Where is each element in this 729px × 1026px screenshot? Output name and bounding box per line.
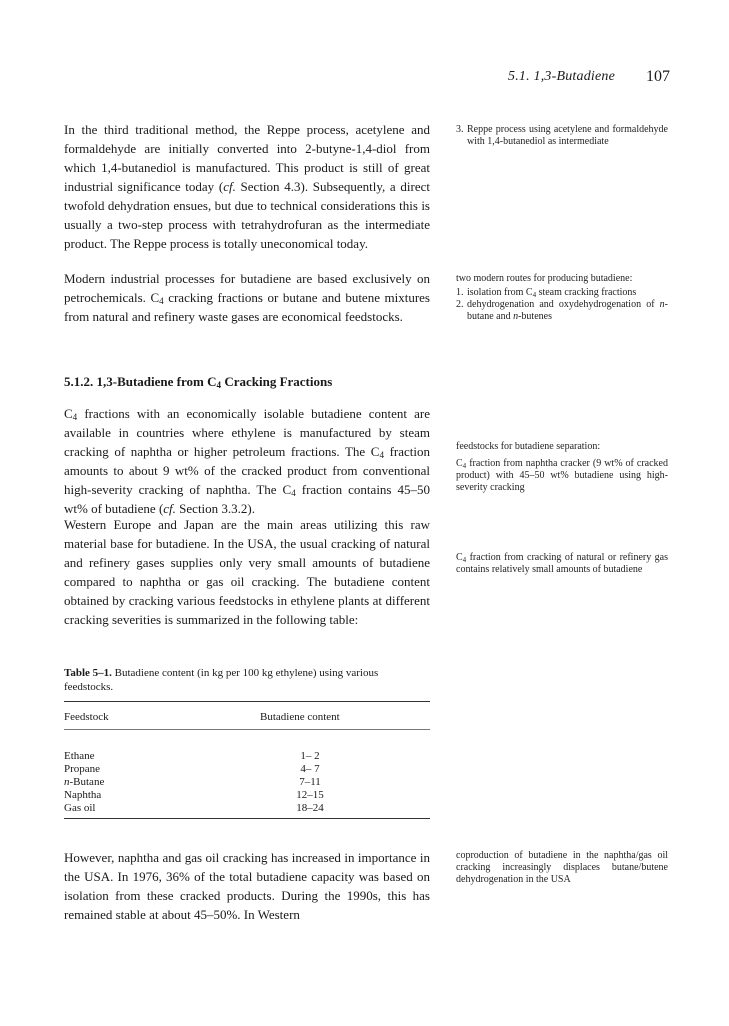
sidenote-list-item: 2. dehydrogenation and oxydehydrogenation of n-butane and n-butenes (456, 299, 668, 322)
paragraph-western-europe: Western Europe and Japan are the main areas utilizing this raw material base for butadiene. In the USA, the usual cracking of natural and refinery gases supplies only very small amounts of butadiene compared to naphtha or gas oil cracking. The butadiene content obtained by cracking various feedstocks in ethylene plants at different cracking severities is summarized in the following table: (64, 517, 430, 627)
table-row: Gas oil 18–24 (64, 802, 324, 814)
table-row: n-Butane 7–11 (64, 776, 321, 788)
butadiene-content-table (64, 711, 430, 815)
section-heading: 5.1.2. 1,3-Butadiene from $C_4$ Cracking Fractions (64, 374, 333, 390)
page-number: 107 (646, 68, 670, 85)
table-header-row (64, 711, 430, 724)
table-top-rule (64, 701, 430, 702)
table-header-butadiene-content: Butadiene content (260, 711, 340, 723)
table-row: Ethane 1– 2 (64, 750, 320, 762)
paragraph-modern-processes: Modern industrial processes for butadiene are based exclusively on petrochemicals. $C_4$ cracking fractions or butane and butene mixtures from natural and refinery waste gases are economical feedstocks. (64, 271, 430, 324)
sidenote-natural-gas: $C_4$ fraction from cracking of natural or refinery gas contains relatively small amounts of butadiene (456, 552, 668, 575)
table-row: Naphtha 12–15 (64, 789, 324, 801)
table-header-feedstock: Feedstock (64, 711, 109, 723)
sidenote-modern-routes: two modern routes for producing butadiene: 1. isolation from $C_4$ steam cracking fractions 2. dehydrogenation and oxydehydrogenation of n-butane and n-butenes (456, 273, 668, 322)
table-row: Propane 4– 7 (64, 763, 320, 775)
table-caption: Table 5–1. Butadiene content (in kg per 100 kg ethylene) using various feedstocks. (64, 667, 379, 693)
running-header-section-title: 5.1. 1,3-Butadiene (508, 69, 616, 84)
table-bottom-rule (64, 818, 430, 819)
sidenote-feedstocks: feedstocks for butadiene separation: $C_4$ fraction from naphtha cracker (9 wt% of cracked product) with 45–50 wt% butadiene using high-severity cracking (456, 441, 668, 493)
paragraph-reppe-process: In the third traditional method, the Reppe process, acetylene and formaldehyde are initially converted into 2-butyne-1,4-diol from which 1,4-butanediol is manufactured. This product is still of great industrial significance today (cf. Section 4.3). Subsequently, a direct twofold dehydration ensues, but due to technical considerations this is usually a two-step process with tetrahydrofuran as the intermediate product. The Reppe process is totally uneconomical today. (64, 122, 430, 251)
sidenote-list-item: 1. isolation from $C_4$ steam cracking fractions (456, 287, 637, 299)
paragraph-usa-cracking: However, naphtha and gas oil cracking has increased in importance in the USA. In 1976, 36% of the total butadiene capacity was based on isolation from these cracked products. During the 1990s, this has remained stable at about 45–50%. In Western (64, 850, 430, 922)
sidenote-coproduction: coproduction of butadiene in the naphtha/gas oil cracking increasingly displaces butane/butene dehydrogenation in the USA (456, 850, 668, 885)
sidenote-reppe-process: 3. Reppe process using acetylene and formaldehyde with 1,4-butanediol as intermediate (456, 124, 668, 147)
paragraph-c4-fractions: $C_4$ fractions with an economically isolable butadiene content are available in countries where ethylene is manufactured by steam cracking of naphtha or higher petroleum fractions. The $C_4$ fraction amounts to about 9 wt% of the cracked product from conventional high-severity cracking of naphtha. The $C_4$ fraction contains 45–50 wt% of butadiene (cf. Section 3.3.2). (64, 406, 430, 516)
